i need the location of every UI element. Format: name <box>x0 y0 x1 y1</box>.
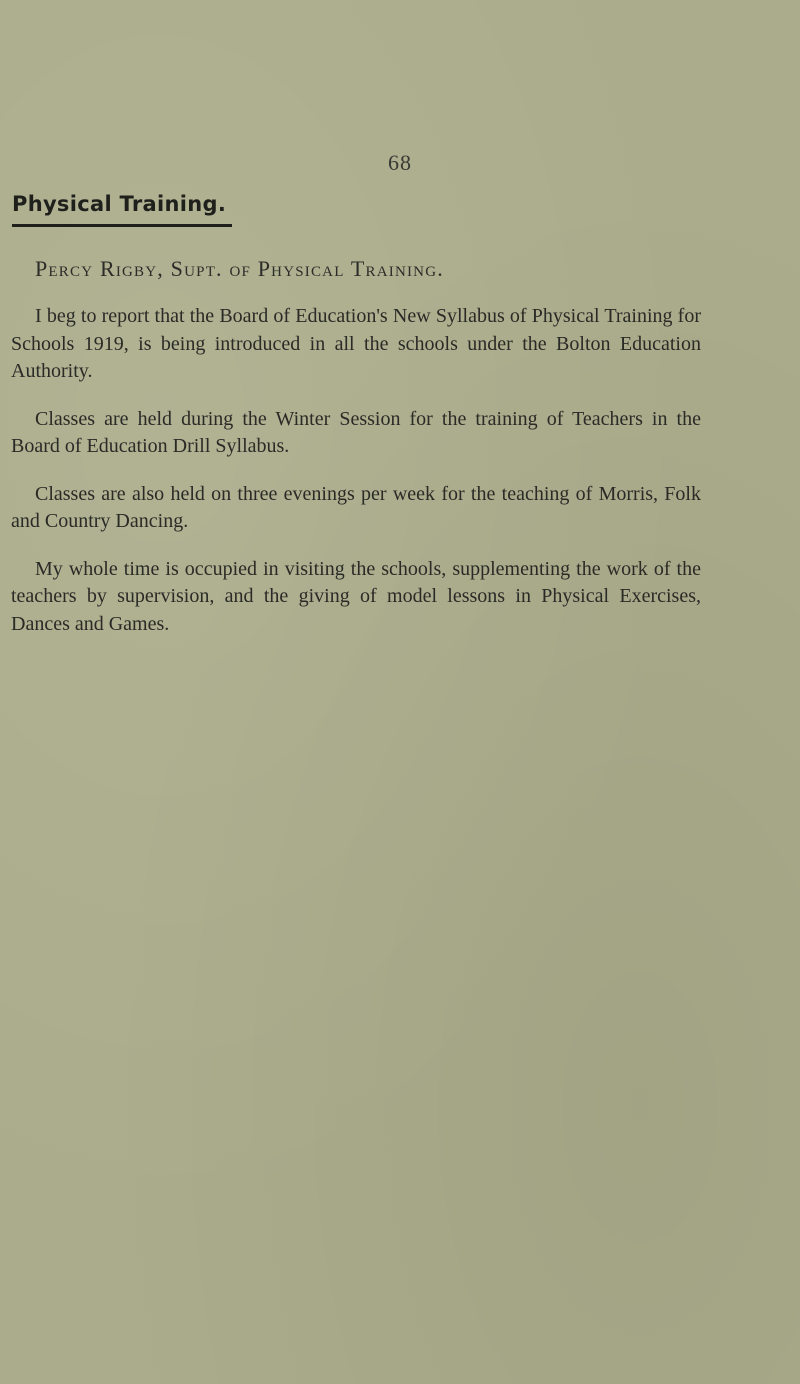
paragraph-supervision: My whole time is occupied in visiting the schools, supplementing the work of the teachers by supervision, and the giving of model lessons in Physical Exercises, Dances and Games. <box>11 557 701 635</box>
paragraph-teacher-classes: Classes are held during the Winter Session for the training of Teachers in the Board of Education Drill Syllabus. <box>11 407 701 457</box>
paragraph-dancing-classes: Classes are also held on three evenings per week for the teaching of Morris, Folk and Country Dancing. <box>11 482 701 532</box>
heading-underline <box>12 224 232 227</box>
paragraph-syllabus: I beg to report that the Board of Education's New Syllabus of Physical Training for Schools 1919, is being introduced in all the schools under the Bolton Education Authority. <box>11 305 701 382</box>
author-byline: Percy Rigby, Supt. of Physical Training. <box>35 256 444 281</box>
page-number: 68 <box>388 150 412 175</box>
section-heading: Physical Training. <box>12 192 227 216</box>
report-body <box>11 303 701 658</box>
